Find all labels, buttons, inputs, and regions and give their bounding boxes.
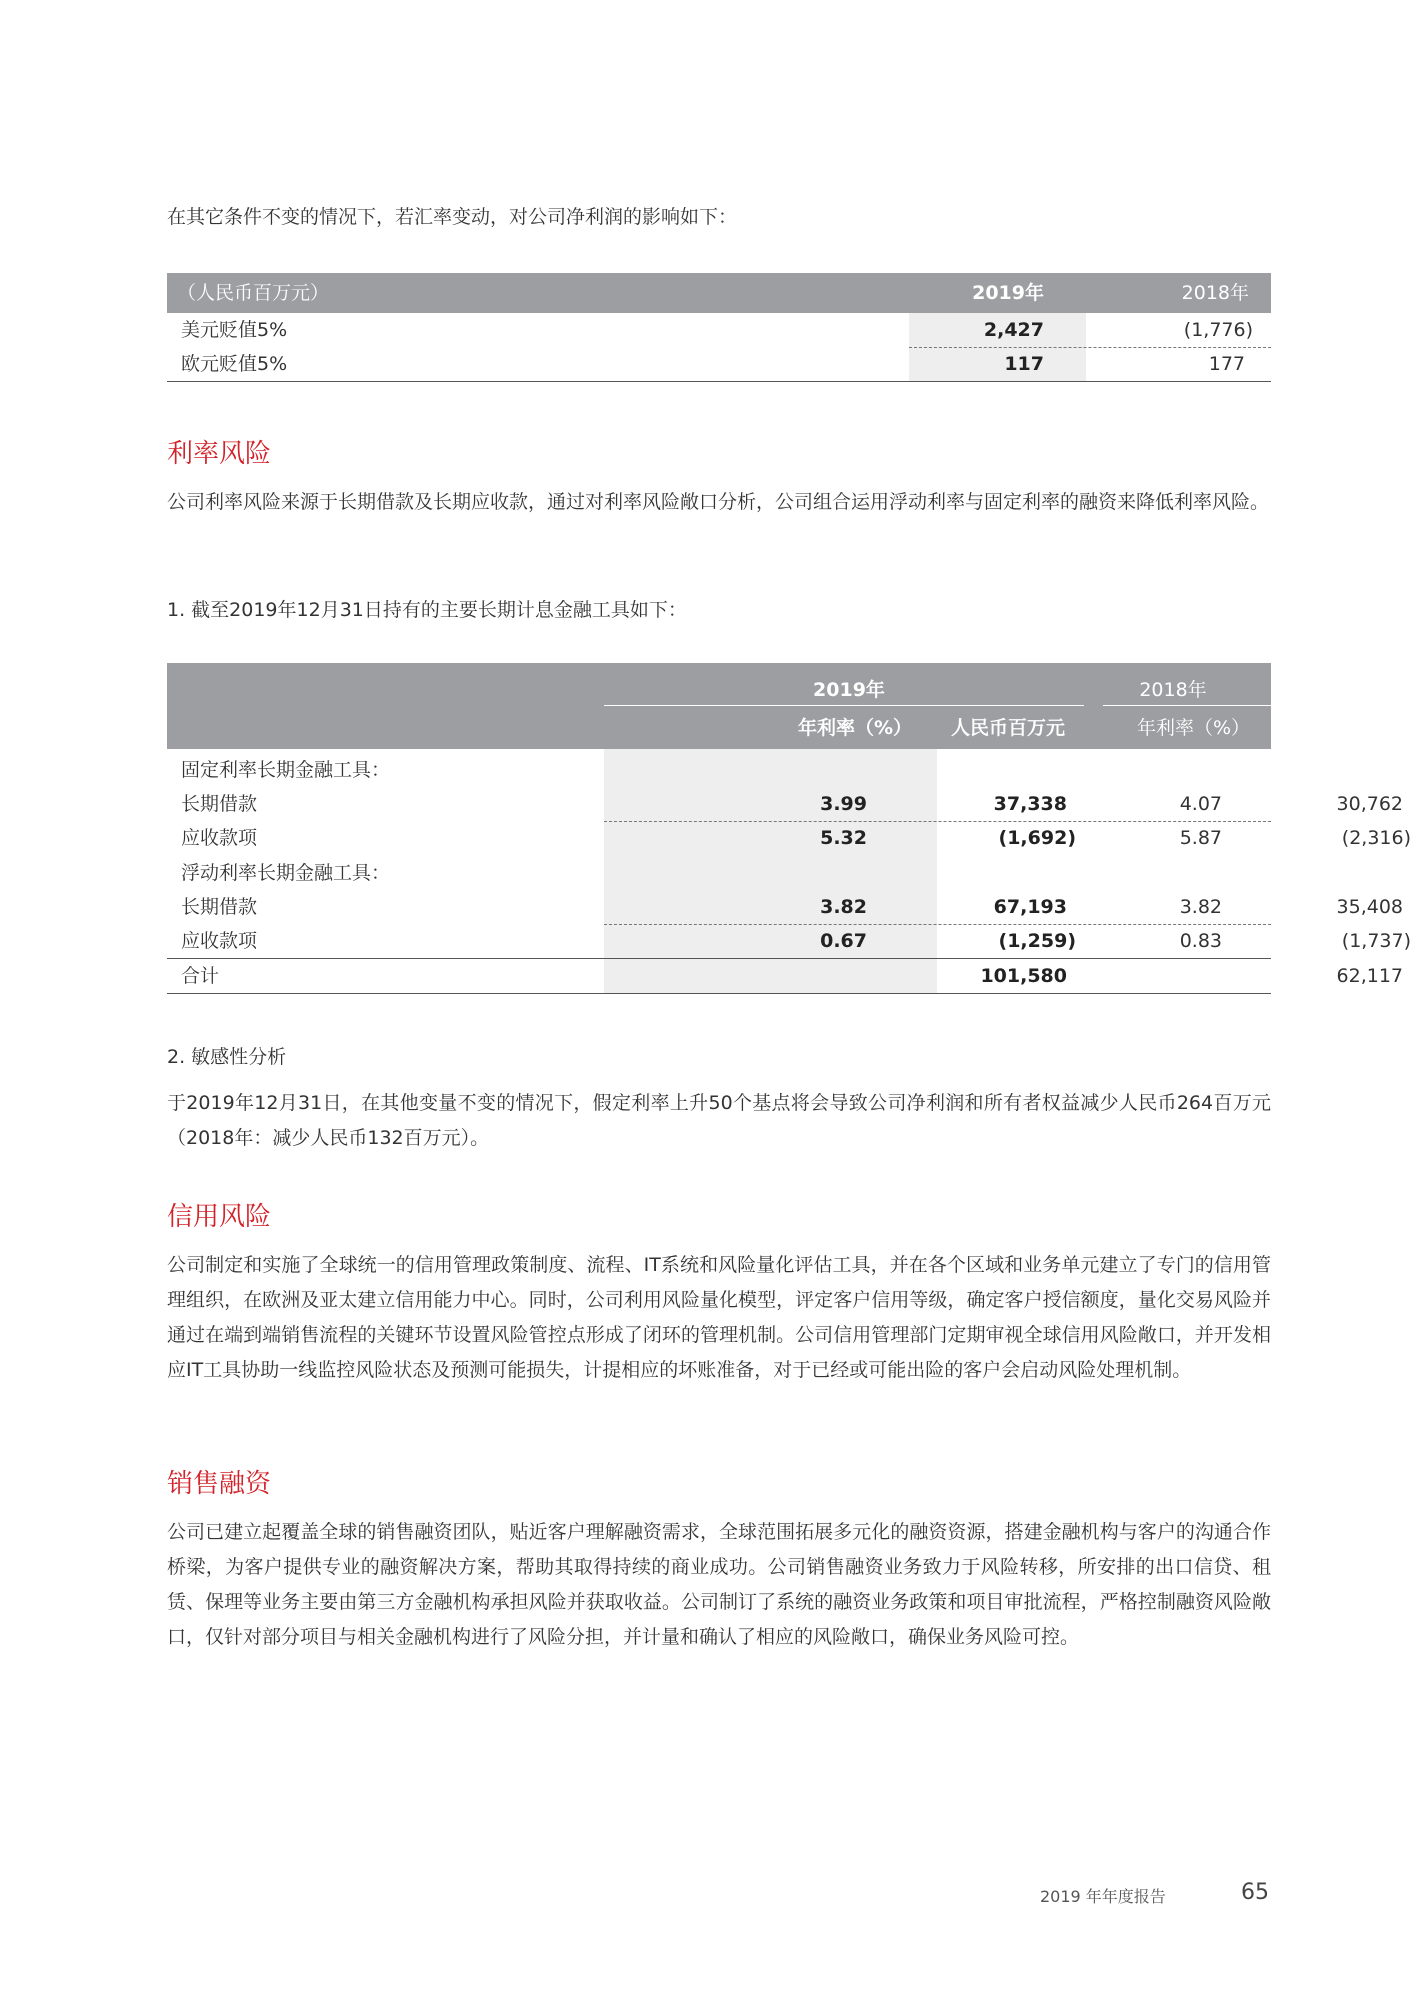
- table-row: [167, 787, 1403, 821]
- table-row: [167, 821, 1411, 855]
- amount-2019: (1,259): [998, 930, 1076, 952]
- rate-2018: 5.87: [1179, 827, 1222, 849]
- row-label: 长期借款: [181, 793, 258, 815]
- amount-2018: (2,316): [1341, 827, 1411, 849]
- rate-risk-paragraph: 公司利率风险来源于长期借款及长期应收款，通过对利率风险敞口分析，公司组合运用浮动利率与固定利率的融资来降低利率风险。: [167, 491, 1270, 513]
- fx-sensitivity-table: [167, 273, 1271, 383]
- footer-report-title: 2019 年年度报告: [1040, 1887, 1166, 1906]
- total-label: 合计: [181, 965, 220, 987]
- section-heading-rate-risk: 利率风险: [167, 439, 272, 469]
- amount-2019: 37,338: [993, 793, 1067, 815]
- value-2018: (1,776): [1183, 319, 1253, 341]
- amount-2018: (1,737): [1341, 930, 1411, 952]
- col-rate-2019: 年利率（%）: [798, 717, 913, 739]
- unit-label: （人民币百万元）: [177, 282, 330, 304]
- col-amount-2019: 人民币百万元: [951, 717, 1066, 739]
- value-2018: 177: [1208, 353, 1245, 375]
- rate-2018: 4.07: [1179, 793, 1222, 815]
- row-label: 美元贬值5%: [181, 319, 288, 341]
- sales-finance-paragraph: 公司已建立起覆盖全球的销售融资团队，贴近客户理解融资需求，全球范围拓展多元化的融资资源，搭建金融机构与客户的沟通合作桥梁，为客户提供专业的融资解决方案，帮助其取得持续的商业成功。公司销售融资业务致力于风险转移，所安排的出口信贷、租赁、保理等业务主要由第三方金融机构承担风险并获取收益。公司制订了系统的融资业务政策和项目审批流程，严格控制融资风险敞口，仅针对部分项目与相关金融机构进行了风险分担，并计量和确认了相应的风险敞口，确保业务风险可控。: [167, 1521, 1271, 1648]
- rate-2018: 0.83: [1179, 930, 1222, 952]
- value-2019: 2,427: [983, 319, 1044, 341]
- year-2018-header: 2018年: [1139, 679, 1207, 701]
- fixed-rate-label: 固定利率长期金融工具：: [181, 759, 391, 781]
- rate-2019: 0.67: [820, 930, 867, 952]
- floating-rate-label: 浮动利率长期金融工具：: [181, 862, 391, 884]
- table-bottom-rule: [167, 993, 1271, 994]
- rate-2019: 3.99: [820, 793, 867, 815]
- col-amount-2018: 人民币百万元: [1283, 717, 1398, 739]
- credit-risk-paragraph: 公司制定和实施了全球统一的信用管理政策制度、流程、IT系统和风险量化评估工具，并在各个区域和业务单元建立了专门的信用管理组织，在欧洲及亚太建立信用能力中心。同时，公司利用风险量化模型，评定客户信用等级，确定客户授信额度，量化交易风险并通过在端到端销售流程的关键环节设置风险管控点形成了闭环的管理机制。公司信用管理部门定期审视全球信用风险敞口，并开发相应IT工具协助一线监控风险状态及预测可能损失，计提相应的坏账准备，对于已经或可能出险的客户会启动风险处理机制。: [167, 1254, 1271, 1381]
- sensitivity-paragraph: 于2019年12月31日，在其他变量不变的情况下，假定利率上升50个基点将会导致公司净利润和所有者权益减少人民币264百万元（2018年：减少人民币132百万元）。: [167, 1092, 1271, 1149]
- header-divider: [1103, 705, 1271, 706]
- section-heading-credit-risk: 信用风险: [167, 1202, 272, 1232]
- rate-2019: 3.82: [820, 896, 867, 918]
- header-divider: [604, 705, 1084, 706]
- amount-2018: 35,408: [1336, 896, 1403, 918]
- row-label: 长期借款: [181, 896, 258, 918]
- list-item-2: 2. 敏感性分析: [167, 1046, 287, 1068]
- year-2019-header: 2019年: [813, 679, 885, 701]
- table-header: [167, 663, 1398, 749]
- total-row: [167, 959, 1403, 993]
- col-rate-2018: 年利率（%）: [1137, 717, 1251, 739]
- amount-2018: 30,762: [1336, 793, 1403, 815]
- year-2019-header: 2019年: [972, 282, 1044, 304]
- table-row: [167, 890, 1403, 924]
- row-label: 欧元贬值5%: [181, 353, 288, 375]
- amount-2019: 67,193: [993, 896, 1067, 918]
- intro-text: 在其它条件不变的情况下，若汇率变动，对公司净利润的影响如下：: [167, 206, 738, 228]
- total-2018: 62,117: [1336, 965, 1403, 987]
- interest-instruments-table: [167, 663, 1411, 996]
- page-number: 65: [1241, 1880, 1269, 1905]
- amount-2019: (1,692): [998, 827, 1076, 849]
- year-2018-header: 2018年: [1181, 282, 1249, 304]
- value-2019: 117: [1004, 353, 1044, 375]
- row-label: 应收款项: [181, 827, 258, 849]
- table-row: [167, 347, 1271, 381]
- list-item-1: 1. 截至2019年12月31日持有的主要长期计息金融工具如下：: [167, 599, 687, 621]
- rate-2018: 3.82: [1179, 896, 1222, 918]
- total-2019: 101,580: [980, 965, 1067, 987]
- section-heading-sales-finance: 销售融资: [167, 1469, 272, 1499]
- table-header-row: [167, 273, 1271, 313]
- group-label-row: [167, 856, 1271, 890]
- row-label: 应收款项: [181, 930, 258, 952]
- table-row: [167, 924, 1411, 958]
- table-bottom-rule: [167, 381, 1271, 382]
- table-row: [167, 313, 1271, 347]
- rate-2019: 5.32: [820, 827, 867, 849]
- group-label-row: [167, 753, 1271, 787]
